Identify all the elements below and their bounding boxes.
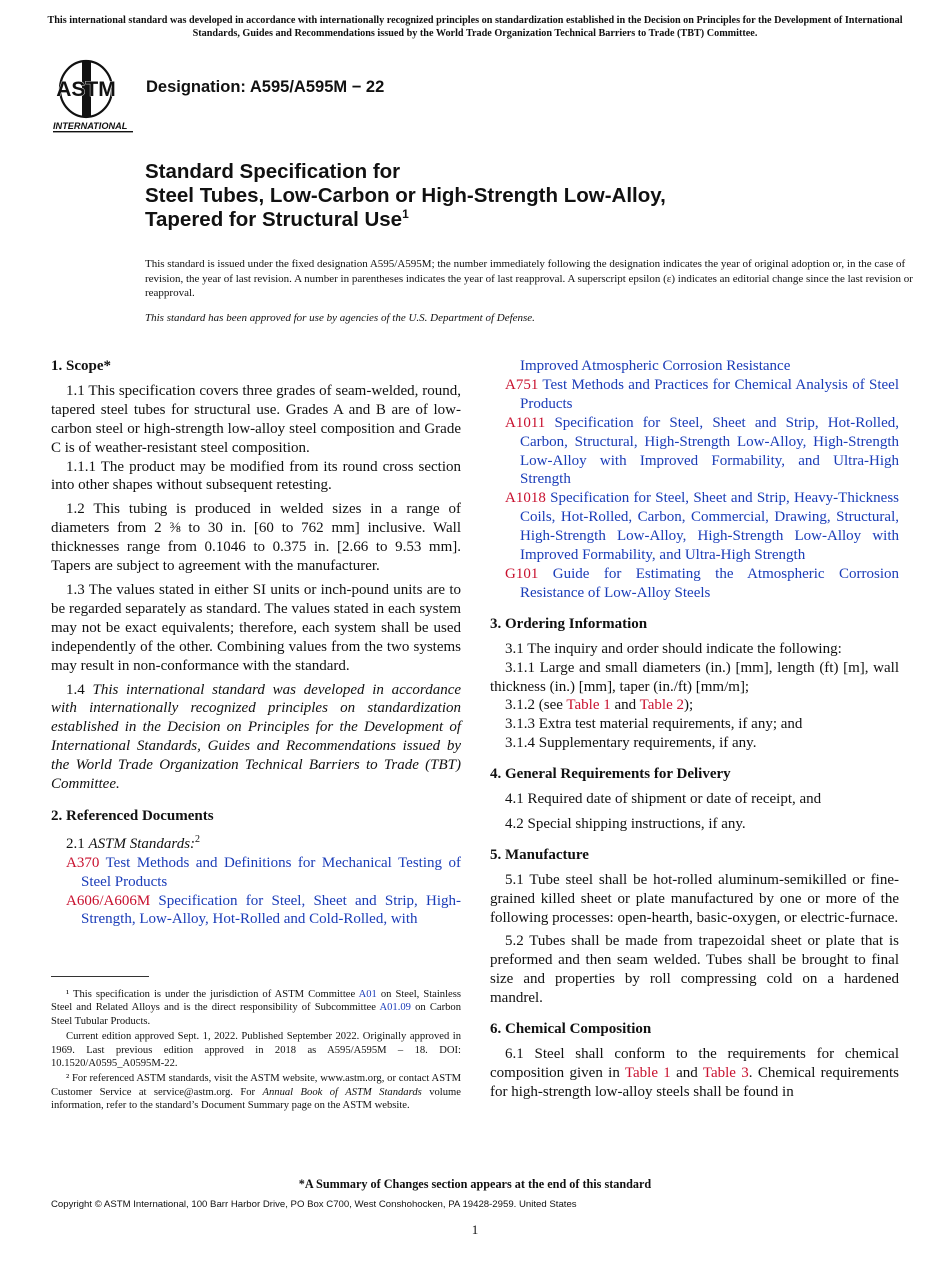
designation: Designation: A595/A595M − 22 bbox=[146, 78, 385, 96]
para-3-1-3: 3.1.3 Extra test material requirements, if any; and bbox=[505, 716, 803, 733]
section-heading-chemical: 6. Chemical Composition bbox=[490, 1021, 652, 1038]
para-1-2: 1.2 This tubing is produced in welded sizes in a range of diameters from 2 ⅜ to 30 in. [60 to 762 mm] inclusive. Wall thicknesses range from 0.1046 to 0.375 in. [2.66 to 9.53 mm]. Tapers are subject to agreement with the manufacturer. bbox=[51, 501, 461, 575]
title-footnote-mark: 1 bbox=[402, 207, 409, 222]
para-3-1-2: 3.1.2 (see Table 1 and Table 2); bbox=[505, 697, 694, 714]
astm-logo bbox=[52, 56, 136, 134]
footnote-2: ² For referenced ASTM standards, visit the ASTM website, www.astm.org, or contact ASTM Customer Service at service@astm.org. For Annual Book of ASTM Standards volume information, refer to the standard’s Document Summary page on the ASTM website. bbox=[51, 1073, 461, 1112]
section-heading-referenced: 2. Referenced Documents bbox=[51, 807, 214, 824]
section-heading-manufacture: 5. Manufacture bbox=[490, 846, 589, 863]
ref-a1018[interactable]: A1018 Specification for Steel, Sheet and Strip, Heavy-Thickness Coils, Hot-Rolled, Carbon, Commercial, Drawing, Structural, High-Strength Low-Alloy, High-Strength Low-Alloy with Improved Formability, and Ultra-High Strength bbox=[505, 490, 899, 564]
link-table-1[interactable]: Table 1 bbox=[566, 697, 611, 714]
title-line-2: Steel Tubes, Low-Carbon or High-Strength Low-Alloy, bbox=[145, 184, 666, 207]
left-column bbox=[51, 357, 461, 929]
para-4-2: 4.2 Special shipping instructions, if any. bbox=[505, 815, 746, 832]
page-number: 1 bbox=[471, 1222, 479, 1237]
footnotes bbox=[51, 988, 461, 1113]
link-a01[interactable]: A01 bbox=[358, 989, 377, 1000]
section-heading-scope: 1. Scope* bbox=[51, 358, 111, 374]
para-1-3: 1.3 The values stated in either SI units or inch-pound units are to be regarded separately as standard. The values stated in each system may not be exact equivalents; therefore, each system shall be used independently of the other. Combining values from the two systems may result in non-conformance with the standard. bbox=[51, 581, 461, 674]
para-3-1-4: 3.1.4 Supplementary requirements, if any. bbox=[505, 735, 757, 752]
issuance-note: This standard is issued under the fixed designation A595/A595M; the number immediately following the designation indicates the year of original adoption or, in the case of revision, the year of last revision. A number in parentheses indicates the year of last reapproval. A superscript epsilon (ε) indicates an editorial change since the last revision or reapproval. bbox=[145, 258, 913, 300]
para-1-1-1: 1.1.1 The product may be modified from its round cross section into other shapes without subsequent retesting. bbox=[51, 458, 461, 494]
para-3-1-1: 3.1.1 Large and small diameters (in.) [mm], length (ft) [m], wall thickness (in.) [mm], taper (in./ft) [mm/m]; bbox=[490, 659, 899, 695]
link-table-2[interactable]: Table 2 bbox=[639, 697, 684, 714]
title-line-1: Standard Specification for bbox=[145, 160, 401, 183]
para-6-1: 6.1 Steel shall conform to the requirements for chemical composition given in Table 1 and Table 3. Chemical requirements for high-strength low-alloy steels shall be found in bbox=[490, 1046, 899, 1100]
wto-notice: This international standard was developed in accordance with internationally recognized principles on standardization established in the Decision on Principles for the Development of International Standards, Guides and Recommendations issued by the World Trade Organization Technical Barriers to Trade (TBT) Committee. bbox=[47, 15, 903, 39]
para-5-2: 5.2 Tubes shall be made from trapezoidal sheet or plate that is preformed and then seam welded. Tubes shall be brought to final size and properties by roll compressing cold on a hardened mandrel. bbox=[490, 933, 899, 1007]
section-heading-general: 4. General Requirements for Delivery bbox=[490, 766, 731, 783]
ref-g101[interactable]: G101 Guide for Estimating the Atmospheric Corrosion Resistance of Low-Alloy Steels bbox=[505, 565, 899, 601]
link-table-1-b[interactable]: Table 1 bbox=[624, 1064, 671, 1081]
ref-a751[interactable]: A751 Test Methods and Practices for Chemical Analysis of Steel Products bbox=[505, 376, 899, 412]
footnote-1: ¹ This specification is under the jurisdiction of ASTM Committee A01 on Steel, Stainless Steel and Related Alloys and is the direct responsibility of Subcommittee A01.09 on Carbon Steel Tubular Products. bbox=[51, 989, 462, 1027]
document-title bbox=[145, 160, 666, 232]
footnote-edition: Current edition approved Sept. 1, 2022. Published September 2022. Originally approved in 1969. Last previous edition approved in 2018 as A595/A595M – 18. DOI: 10.1520/A0595_A0595M-22. bbox=[51, 1031, 461, 1070]
dod-note: This standard has been approved for use by agencies of the U.S. Department of Defense. bbox=[145, 312, 535, 324]
para-1-4: 1.4 This international standard was developed in accordance with internationally recognized principles on standardization established in the Decision on Principles for the Development of International Standards, Guides and Recommendations issued by the World Trade Organization Technical Barriers to Trade (TBT) Committee. bbox=[51, 681, 462, 793]
para-3-1: 3.1 The inquiry and order should indicate the following: bbox=[505, 640, 842, 657]
logo-international: INTERNATIONAL bbox=[53, 121, 128, 131]
ref-a1011[interactable]: A1011 Specification for Steel, Sheet and Strip, Hot-Rolled, Carbon, Structural, High-Strength Low-Alloy, High-Strength Low-Alloy with Improved Formability, and Ultra-High Strength bbox=[505, 414, 899, 488]
link-table-3[interactable]: Table 3 bbox=[702, 1064, 749, 1081]
para-1-1: 1.1 This specification covers three grades of seam-welded, round, tapered steel tubes for structural use. Grades A and B are of low-carbon steel or high-strength low-alloy steel composition and Grade C is of weather-resistant steel composition. bbox=[51, 382, 461, 456]
para-5-1: 5.1 Tube steel shall be hot-rolled aluminum-semikilled or fine-grained killed sheet or plate manufactured by one or more of the following processes: open-hearth, basic-oxygen, or electric-furnace. bbox=[490, 871, 899, 926]
summary-of-changes-note: *A Summary of Changes section appears at the end of this standard bbox=[298, 1177, 652, 1191]
logo-text: ASTM bbox=[56, 78, 116, 101]
para-4-1: 4.1 Required date of shipment or date of receipt, and bbox=[505, 791, 822, 808]
copyright: Copyright © ASTM International, 100 Barr Harbor Drive, PO Box C700, West Conshohocken, PA 19428-2959. United States bbox=[51, 1199, 577, 1210]
ref-a370[interactable]: A370 Test Methods and Definitions for Mechanical Testing of Steel Products bbox=[66, 854, 461, 890]
right-column bbox=[490, 357, 899, 1102]
ref-a606-continued[interactable]: Improved Atmospheric Corrosion Resistance bbox=[520, 358, 791, 374]
title-line-3: Tapered for Structural Use$^1$ bbox=[145, 207, 409, 231]
ref-a606[interactable]: A606/A606M Specification for Steel, Sheet and Strip, High-Strength, Low-Alloy, Hot-Rolled and Cold-Rolled, with bbox=[66, 892, 462, 928]
para-2-1: 2.1 ASTM Standards:$^2$ bbox=[66, 833, 201, 852]
section-heading-ordering: 3. Ordering Information bbox=[490, 615, 648, 632]
footnote-rule bbox=[51, 976, 149, 977]
link-a01-09[interactable]: A01.09 bbox=[379, 1002, 411, 1014]
